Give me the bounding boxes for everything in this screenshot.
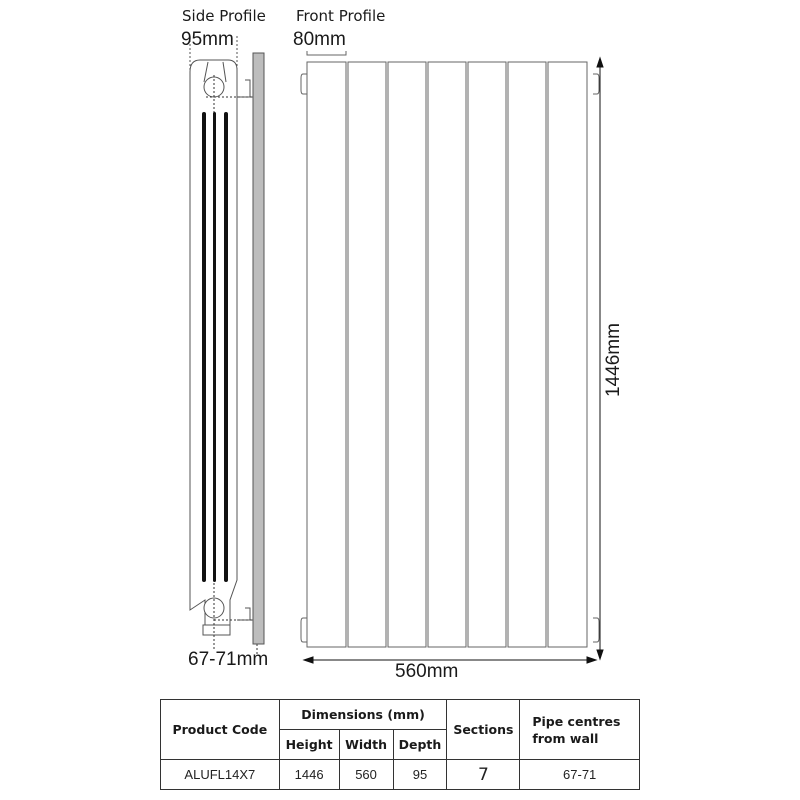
section-4 (428, 62, 466, 647)
table-row (161, 760, 640, 790)
header-width: Width (339, 730, 393, 760)
header-dimensions: Dimensions (mm) (279, 700, 447, 730)
cell-sections: 7 (447, 760, 520, 790)
section-3 (388, 62, 426, 647)
cell-product-code: ALUFL14X7 (161, 760, 280, 790)
cell-depth: 95 (393, 760, 447, 790)
height-label: 1446mm (603, 323, 624, 397)
section-5 (468, 62, 506, 647)
pipe-centres-label: 67-71mm (188, 649, 269, 670)
spec-table (160, 699, 640, 790)
section-width-label: 80mm (293, 29, 346, 50)
width-label: 560mm (395, 661, 459, 682)
section-2 (348, 62, 386, 647)
section-1 (307, 62, 346, 647)
section-6 (508, 62, 546, 647)
side-profile-title: Side Profile (182, 7, 266, 25)
cell-height: 1446 (279, 760, 339, 790)
cell-pipe-centres: 67-71 (520, 760, 640, 790)
header-height: Height (279, 730, 339, 760)
depth-label: 95mm (181, 29, 234, 50)
front-profile-drawing (301, 51, 599, 647)
side-profile-fins (202, 112, 228, 582)
header-product-code: Product Code (161, 700, 280, 760)
section-7 (548, 62, 587, 647)
cell-width: 560 (339, 760, 393, 790)
header-sections: Sections (447, 700, 520, 760)
wall-plate (253, 53, 264, 644)
front-profile-title: Front Profile (296, 7, 386, 25)
header-depth: Depth (393, 730, 447, 760)
header-pipe-centres: Pipe centres from wall (520, 700, 640, 760)
